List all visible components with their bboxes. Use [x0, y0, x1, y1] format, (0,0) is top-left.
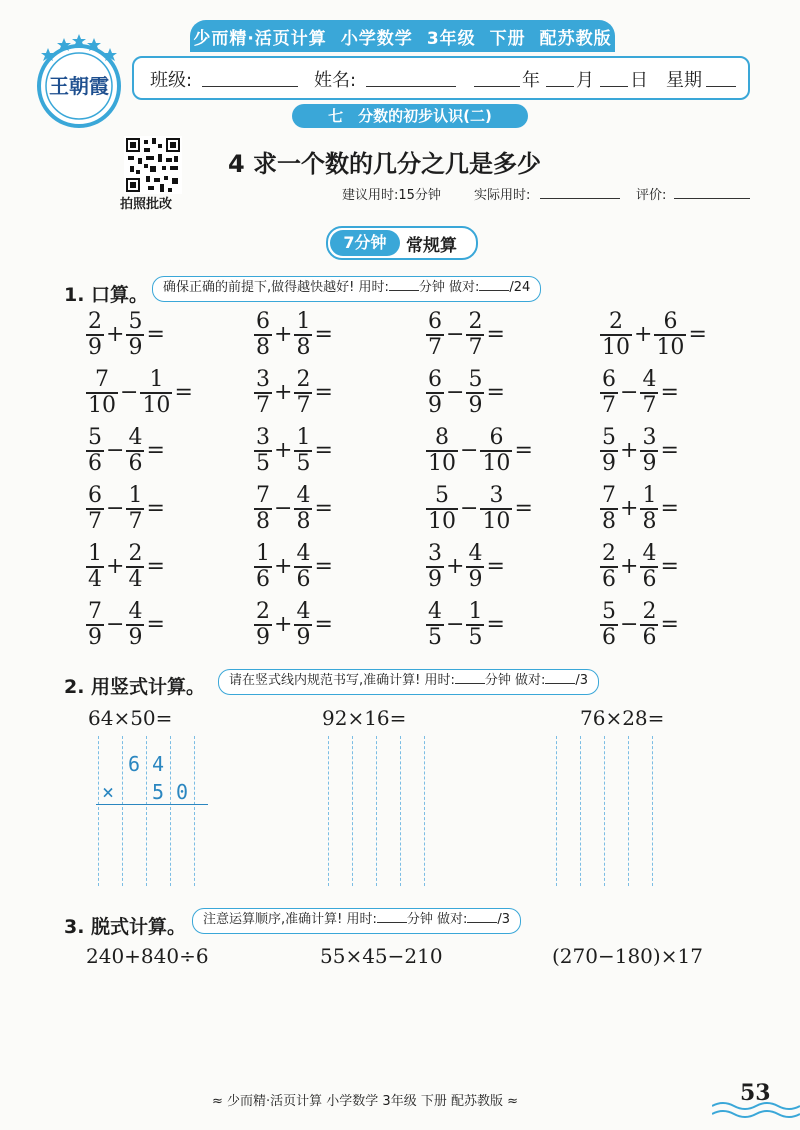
vertical-problem-3: 76×28= [580, 706, 665, 730]
section3-score-blank[interactable] [467, 909, 497, 923]
numerator: 2 [296, 367, 311, 392]
denominator: 7 [128, 508, 143, 534]
numerator: 5 [602, 599, 616, 624]
equals-sign: = [660, 554, 679, 580]
year-field[interactable] [474, 70, 520, 87]
numerator: 6 [663, 309, 678, 334]
footer: ≈ 少而精·活页计算 小学数学 3年级 下册 配苏教版 ≈ [212, 1094, 518, 1109]
denominator: 6 [128, 450, 143, 476]
denominator: 7 [428, 334, 442, 360]
stepwise-problem-2: 55×45−210 [320, 944, 443, 968]
denominator: 9 [128, 624, 143, 650]
denominator: 8 [256, 334, 270, 360]
class-label: 班级: [150, 70, 193, 91]
section2-time-blank[interactable] [455, 670, 485, 684]
guide-line [424, 736, 425, 886]
month-field[interactable] [546, 70, 574, 87]
operator: + [620, 496, 639, 522]
numerator: 1 [296, 309, 311, 334]
right-fraction [294, 542, 312, 592]
equals-sign: = [314, 380, 333, 406]
guide-line [580, 736, 581, 886]
left-fraction [86, 310, 104, 360]
section3-time-blank[interactable] [377, 909, 407, 923]
equals-sign: = [486, 380, 505, 406]
numerator: 4 [296, 599, 311, 624]
section2-title: 2. 用竖式计算。 [64, 676, 206, 698]
denominator: 9 [428, 392, 442, 418]
right-fraction [140, 368, 172, 418]
suggested-time: 建议用时:15分钟 [342, 188, 441, 203]
actual-time-field[interactable] [540, 198, 620, 199]
left-fraction [254, 310, 272, 360]
fraction-problem [426, 368, 505, 418]
numerator: 5 [435, 483, 449, 508]
left-fraction [254, 600, 272, 650]
month-label: 月 [576, 70, 594, 91]
guide-line [352, 736, 353, 886]
section1-title: 1. 口算。 [64, 284, 149, 306]
left-fraction [254, 426, 272, 476]
name-field[interactable] [366, 70, 456, 87]
section1-note-min: 分钟 做对: [418, 280, 480, 295]
left-fraction [86, 426, 104, 476]
example-result-line [96, 804, 208, 805]
left-fraction [426, 310, 444, 360]
fraction-problem [600, 542, 679, 592]
denominator: 6 [602, 624, 616, 650]
section1-note-main: 确保正确的前提下,做得越快越好! 用时: [163, 280, 389, 295]
right-fraction [640, 600, 658, 650]
denominator: 9 [642, 450, 657, 476]
logo-text: 王朝霞 [49, 74, 109, 98]
numerator: 6 [88, 483, 102, 508]
denominator: 5 [468, 624, 483, 650]
denominator: 10 [602, 334, 630, 360]
left-fraction [254, 484, 272, 534]
right-fraction [640, 484, 658, 534]
denominator: 6 [602, 566, 616, 592]
denominator: 7 [642, 392, 657, 418]
numerator: 6 [602, 367, 616, 392]
denominator: 5 [256, 450, 270, 476]
left-fraction [426, 426, 458, 476]
day-field[interactable] [600, 70, 628, 87]
equals-sign: = [146, 496, 165, 522]
numerator: 2 [256, 599, 270, 624]
lesson-title: 4 求一个数的几分之几是多少 [228, 150, 542, 178]
numerator: 7 [95, 367, 109, 392]
numerator: 2 [609, 309, 623, 334]
left-fraction [600, 368, 618, 418]
operator: + [274, 380, 293, 406]
fraction-problem [86, 484, 165, 534]
denominator: 6 [296, 566, 311, 592]
numerator: 4 [468, 541, 483, 566]
vertical-problem-2: 92×16= [322, 706, 407, 730]
denominator: 10 [482, 450, 511, 476]
rating-field[interactable] [674, 198, 750, 199]
operator: + [446, 554, 465, 580]
denominator: 9 [296, 624, 311, 650]
denominator: 10 [656, 334, 685, 360]
operator: + [106, 554, 125, 580]
left-fraction [254, 368, 272, 418]
numerator: 2 [642, 599, 657, 624]
section1-time-blank[interactable] [389, 277, 419, 291]
denominator: 4 [88, 566, 102, 592]
fraction-problem [86, 542, 165, 592]
equals-sign: = [146, 438, 165, 464]
top-banner [190, 20, 615, 52]
numerator: 7 [88, 599, 102, 624]
section-pill [326, 226, 478, 260]
stepwise-problem-1: 240+840÷6 [86, 944, 209, 968]
section2-score-blank[interactable] [545, 670, 575, 684]
fraction-problem [254, 368, 333, 418]
fraction-problem [426, 426, 533, 476]
denominator: 6 [256, 566, 270, 592]
equals-sign: = [314, 612, 333, 638]
equals-sign: = [314, 438, 333, 464]
fraction-problem [600, 368, 679, 418]
numerator: 6 [489, 425, 504, 450]
right-fraction [294, 426, 312, 476]
right-fraction [466, 368, 484, 418]
equals-sign: = [660, 612, 679, 638]
denominator: 10 [88, 392, 116, 418]
numerator: 5 [602, 425, 616, 450]
fraction-problem [254, 542, 333, 592]
left-fraction [426, 542, 444, 592]
example-multiplicand: 64 [128, 752, 177, 776]
section3-note-total: /3 [497, 912, 511, 927]
section3-note-main: 注意运算顺序,准确计算! 用时: [203, 912, 377, 927]
section2-note-main: 请在竖式线内规范书写,准确计算! 用时: [229, 673, 455, 688]
numerator: 4 [642, 367, 657, 392]
fraction-problem [426, 542, 505, 592]
left-fraction [426, 368, 444, 418]
equals-sign: = [314, 496, 333, 522]
example-multiplier: 50 [152, 780, 201, 804]
numerator: 1 [128, 483, 143, 508]
pill-name: 常规算 [406, 236, 457, 256]
denominator: 9 [602, 450, 616, 476]
equals-sign: = [660, 438, 679, 464]
right-fraction [126, 600, 144, 650]
operator: + [106, 322, 125, 348]
guide-line [556, 736, 557, 886]
operator: − [620, 612, 639, 638]
denominator: 10 [428, 450, 456, 476]
operator: + [634, 322, 653, 348]
operator: − [446, 612, 465, 638]
guide-line [400, 736, 401, 886]
numerator: 2 [468, 309, 483, 334]
denominator: 9 [256, 624, 270, 650]
right-fraction [466, 542, 484, 592]
denominator: 7 [88, 508, 102, 534]
guide-line [194, 736, 195, 886]
numerator: 1 [468, 599, 483, 624]
section2-note-total: /3 [575, 673, 589, 688]
right-fraction [126, 310, 144, 360]
equals-sign: = [146, 554, 165, 580]
operator: − [106, 612, 125, 638]
denominator: 9 [88, 624, 102, 650]
right-fraction [294, 484, 312, 534]
right-fraction [126, 484, 144, 534]
operator: + [274, 438, 293, 464]
operator: + [620, 438, 639, 464]
page-number: 53 [740, 1080, 771, 1106]
fraction-problem [86, 426, 165, 476]
numerator: 2 [128, 541, 143, 566]
operator: − [106, 496, 125, 522]
numerator: 1 [256, 541, 270, 566]
equals-sign: = [314, 322, 333, 348]
denominator: 9 [128, 334, 143, 360]
operator: − [446, 380, 465, 406]
example-multiply-sign: × [102, 780, 115, 804]
denominator: 8 [602, 508, 616, 534]
fraction-problem [254, 426, 333, 476]
qr-code-icon[interactable] [124, 136, 182, 194]
section2-note [218, 669, 599, 695]
fraction-problem [600, 310, 707, 360]
vertical-problem-1: 64×50= [88, 706, 173, 730]
numerator: 5 [88, 425, 102, 450]
numerator: 8 [435, 425, 449, 450]
denominator: 7 [296, 392, 311, 418]
denominator: 7 [602, 392, 616, 418]
operator: − [120, 380, 139, 406]
equals-sign: = [486, 554, 505, 580]
section3-note [192, 908, 521, 934]
guide-line [376, 736, 377, 886]
numerator: 6 [256, 309, 270, 334]
stepwise-problem-3: (270−180)×17 [552, 944, 703, 968]
right-fraction [640, 426, 658, 476]
denominator: 4 [128, 566, 143, 592]
denominator: 5 [296, 450, 311, 476]
numerator: 4 [128, 599, 143, 624]
right-fraction [480, 484, 512, 534]
right-fraction [466, 310, 484, 360]
numerator: 3 [428, 541, 442, 566]
equals-sign: = [486, 322, 505, 348]
denominator: 7 [256, 392, 270, 418]
right-fraction [126, 426, 144, 476]
left-fraction [426, 484, 458, 534]
weekday-label: 星期 [666, 70, 702, 91]
denominator: 8 [296, 508, 311, 534]
fraction-problem [86, 310, 165, 360]
equals-sign: = [514, 438, 533, 464]
guide-line [122, 736, 123, 886]
actual-time-label: 实际用时: [474, 188, 531, 203]
numerator: 7 [602, 483, 616, 508]
numerator: 2 [88, 309, 102, 334]
term: 下册 [489, 28, 526, 49]
equals-sign: = [660, 496, 679, 522]
unit-title: 七 分数的初步认识(二) [292, 104, 528, 128]
student-info-bar [132, 56, 750, 100]
denominator: 8 [256, 508, 270, 534]
edition: 配苏教版 [539, 28, 612, 49]
grade: 3年级 [426, 28, 476, 49]
equals-sign: = [174, 380, 193, 406]
numerator: 1 [642, 483, 657, 508]
numerator: 1 [296, 425, 311, 450]
denominator: 9 [468, 392, 483, 418]
left-fraction [600, 426, 618, 476]
numerator: 3 [256, 367, 270, 392]
numerator: 4 [296, 483, 311, 508]
operator: + [274, 612, 293, 638]
operator: + [274, 554, 293, 580]
right-fraction [294, 368, 312, 418]
denominator: 8 [642, 508, 657, 534]
numerator: 4 [428, 599, 442, 624]
numerator: 4 [296, 541, 311, 566]
series-name: 少而精·活页计算 [193, 28, 327, 49]
numerator: 7 [256, 483, 270, 508]
operator: + [620, 554, 639, 580]
year-label: 年 [522, 70, 540, 91]
fraction-problem [254, 484, 333, 534]
guide-line [98, 736, 99, 886]
operator: − [106, 438, 125, 464]
denominator: 7 [468, 334, 483, 360]
denominator: 10 [482, 508, 511, 534]
brand-logo [28, 30, 130, 130]
denominator: 9 [428, 566, 442, 592]
left-fraction [600, 542, 618, 592]
guide-line [628, 736, 629, 886]
equals-sign: = [688, 322, 707, 348]
right-fraction [640, 368, 658, 418]
operator: − [620, 380, 639, 406]
right-fraction [294, 310, 312, 360]
day-label: 日 [630, 70, 648, 91]
left-fraction [254, 542, 272, 592]
section3-title: 3. 脱式计算。 [64, 916, 187, 938]
guide-line [328, 736, 329, 886]
class-field[interactable] [202, 70, 298, 87]
numerator: 3 [642, 425, 657, 450]
numerator: 5 [468, 367, 483, 392]
operator: − [446, 322, 465, 348]
left-fraction [86, 542, 104, 592]
numerator: 6 [428, 367, 442, 392]
denominator: 6 [88, 450, 102, 476]
left-fraction [86, 368, 118, 418]
numerator: 3 [489, 483, 504, 508]
numerator: 2 [602, 541, 616, 566]
right-fraction [654, 310, 686, 360]
rating-label: 评价: [636, 188, 667, 203]
left-fraction [86, 484, 104, 534]
left-fraction [86, 600, 104, 650]
weekday-field[interactable] [706, 70, 736, 87]
fraction-problem [426, 484, 533, 534]
numerator: 4 [128, 425, 143, 450]
right-fraction [294, 600, 312, 650]
left-fraction [426, 600, 444, 650]
equals-sign: = [660, 380, 679, 406]
section2-note-min: 分钟 做对: [484, 673, 546, 688]
equals-sign: = [314, 554, 333, 580]
section1-note [152, 276, 541, 302]
name-label: 姓名: [314, 70, 357, 91]
numerator: 1 [88, 541, 102, 566]
denominator: 6 [642, 624, 657, 650]
operator: − [460, 438, 479, 464]
section1-note-total: /24 [509, 280, 531, 295]
denominator: 10 [428, 508, 456, 534]
guide-line [652, 736, 653, 886]
denominator: 9 [468, 566, 483, 592]
fraction-problem [86, 600, 165, 650]
section3-note-min: 分钟 做对: [406, 912, 468, 927]
denominator: 10 [142, 392, 171, 418]
operator: − [274, 496, 293, 522]
right-fraction [480, 426, 512, 476]
equals-sign: = [146, 322, 165, 348]
equals-sign: = [486, 612, 505, 638]
subject: 小学数学 [340, 28, 413, 49]
left-fraction [600, 600, 618, 650]
equals-sign: = [146, 612, 165, 638]
numerator: 3 [256, 425, 270, 450]
denominator: 9 [88, 334, 102, 360]
section1-score-blank[interactable] [479, 277, 509, 291]
fraction-problem [426, 310, 505, 360]
operator: − [460, 496, 479, 522]
denominator: 6 [642, 566, 657, 592]
fraction-problem [254, 600, 333, 650]
left-fraction [600, 310, 632, 360]
fraction-problem [600, 600, 679, 650]
left-fraction [600, 484, 618, 534]
operator: + [274, 322, 293, 348]
guide-line [604, 736, 605, 886]
equals-sign: = [514, 496, 533, 522]
denominator: 5 [428, 624, 442, 650]
fraction-problem [86, 368, 193, 418]
qr-caption: 拍照批改 [120, 197, 173, 212]
fraction-problem [254, 310, 333, 360]
numerator: 6 [428, 309, 442, 334]
right-fraction [640, 542, 658, 592]
right-fraction [466, 600, 484, 650]
right-fraction [126, 542, 144, 592]
fraction-problem [426, 600, 505, 650]
pill-time: 7分钟 [330, 230, 400, 256]
fraction-problem [600, 426, 679, 476]
fraction-problem [600, 484, 679, 534]
numerator: 1 [149, 367, 164, 392]
denominator: 8 [296, 334, 311, 360]
numerator: 5 [128, 309, 143, 334]
numerator: 4 [642, 541, 657, 566]
